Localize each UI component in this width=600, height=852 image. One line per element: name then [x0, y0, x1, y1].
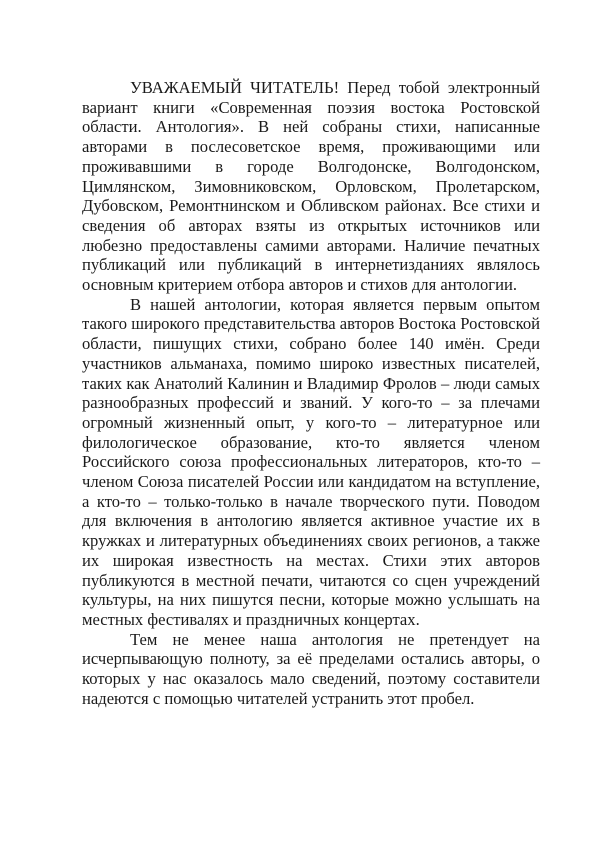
document-page: [82, 78, 540, 709]
paragraph-limitations: Тем не менее наша антология не претендует на исчерпывающую полноту, за её пределами остались авторы, о которых у нас оказалось мало сведений, поэтому составители надеются с помощью читателей устранить этот пробел.: [82, 629, 540, 708]
paragraph-participants: В нашей антологии, которая является первым опытом такого широкого представительства авторов Востока Ростовской области, пишущих стихи, собрано более 140 имён. Среди участников альманаха, помимо широко известных писателей, таких как Анатолий Калинин и Владимир Фролов – люди самых разнообразных профессий и званий. У кого-то – за плечами огромный жизненный опыт, у кого-то – литературное или филологическое образование, кто-то является членом Российского союза профессиональных литераторов, кто-то – членом Союза писателей России или кандидатом на вступление, а кто-то – только-только в начале творческого пути. Поводом для включения в антологию является активное участие их в кружках и литературных объединениях своих регионов, а также их широкая известность на местах. Стихи этих авторов публикуются в местной печати, читаются со сцен учреждений культуры, на них пишутся песни, которые можно услышать на местных фестивалях и праздничных концертах.: [82, 294, 540, 629]
paragraph-intro: УВАЖАЕМЫЙ ЧИТАТЕЛЬ! Перед тобой электронный вариант книги «Современная поэзия востока Ростовской области. Антология». В ней собраны стихи, написанные авторами в послесоветское время, проживающими или проживавшими в городе Волгодонске, Волгодонском, Цимлянском, Зимовниковском, Орловском, Пролетарском, Дубовском, Ремонтнинском и Обливском районах. Все стихи и сведения об авторах взяты из открытых источников или любезно предоставлены самими авторами. Наличие печатных публикаций или публикаций в интернетизданиях являлось основным критерием отбора авторов и стихов для антологии.: [82, 78, 540, 295]
